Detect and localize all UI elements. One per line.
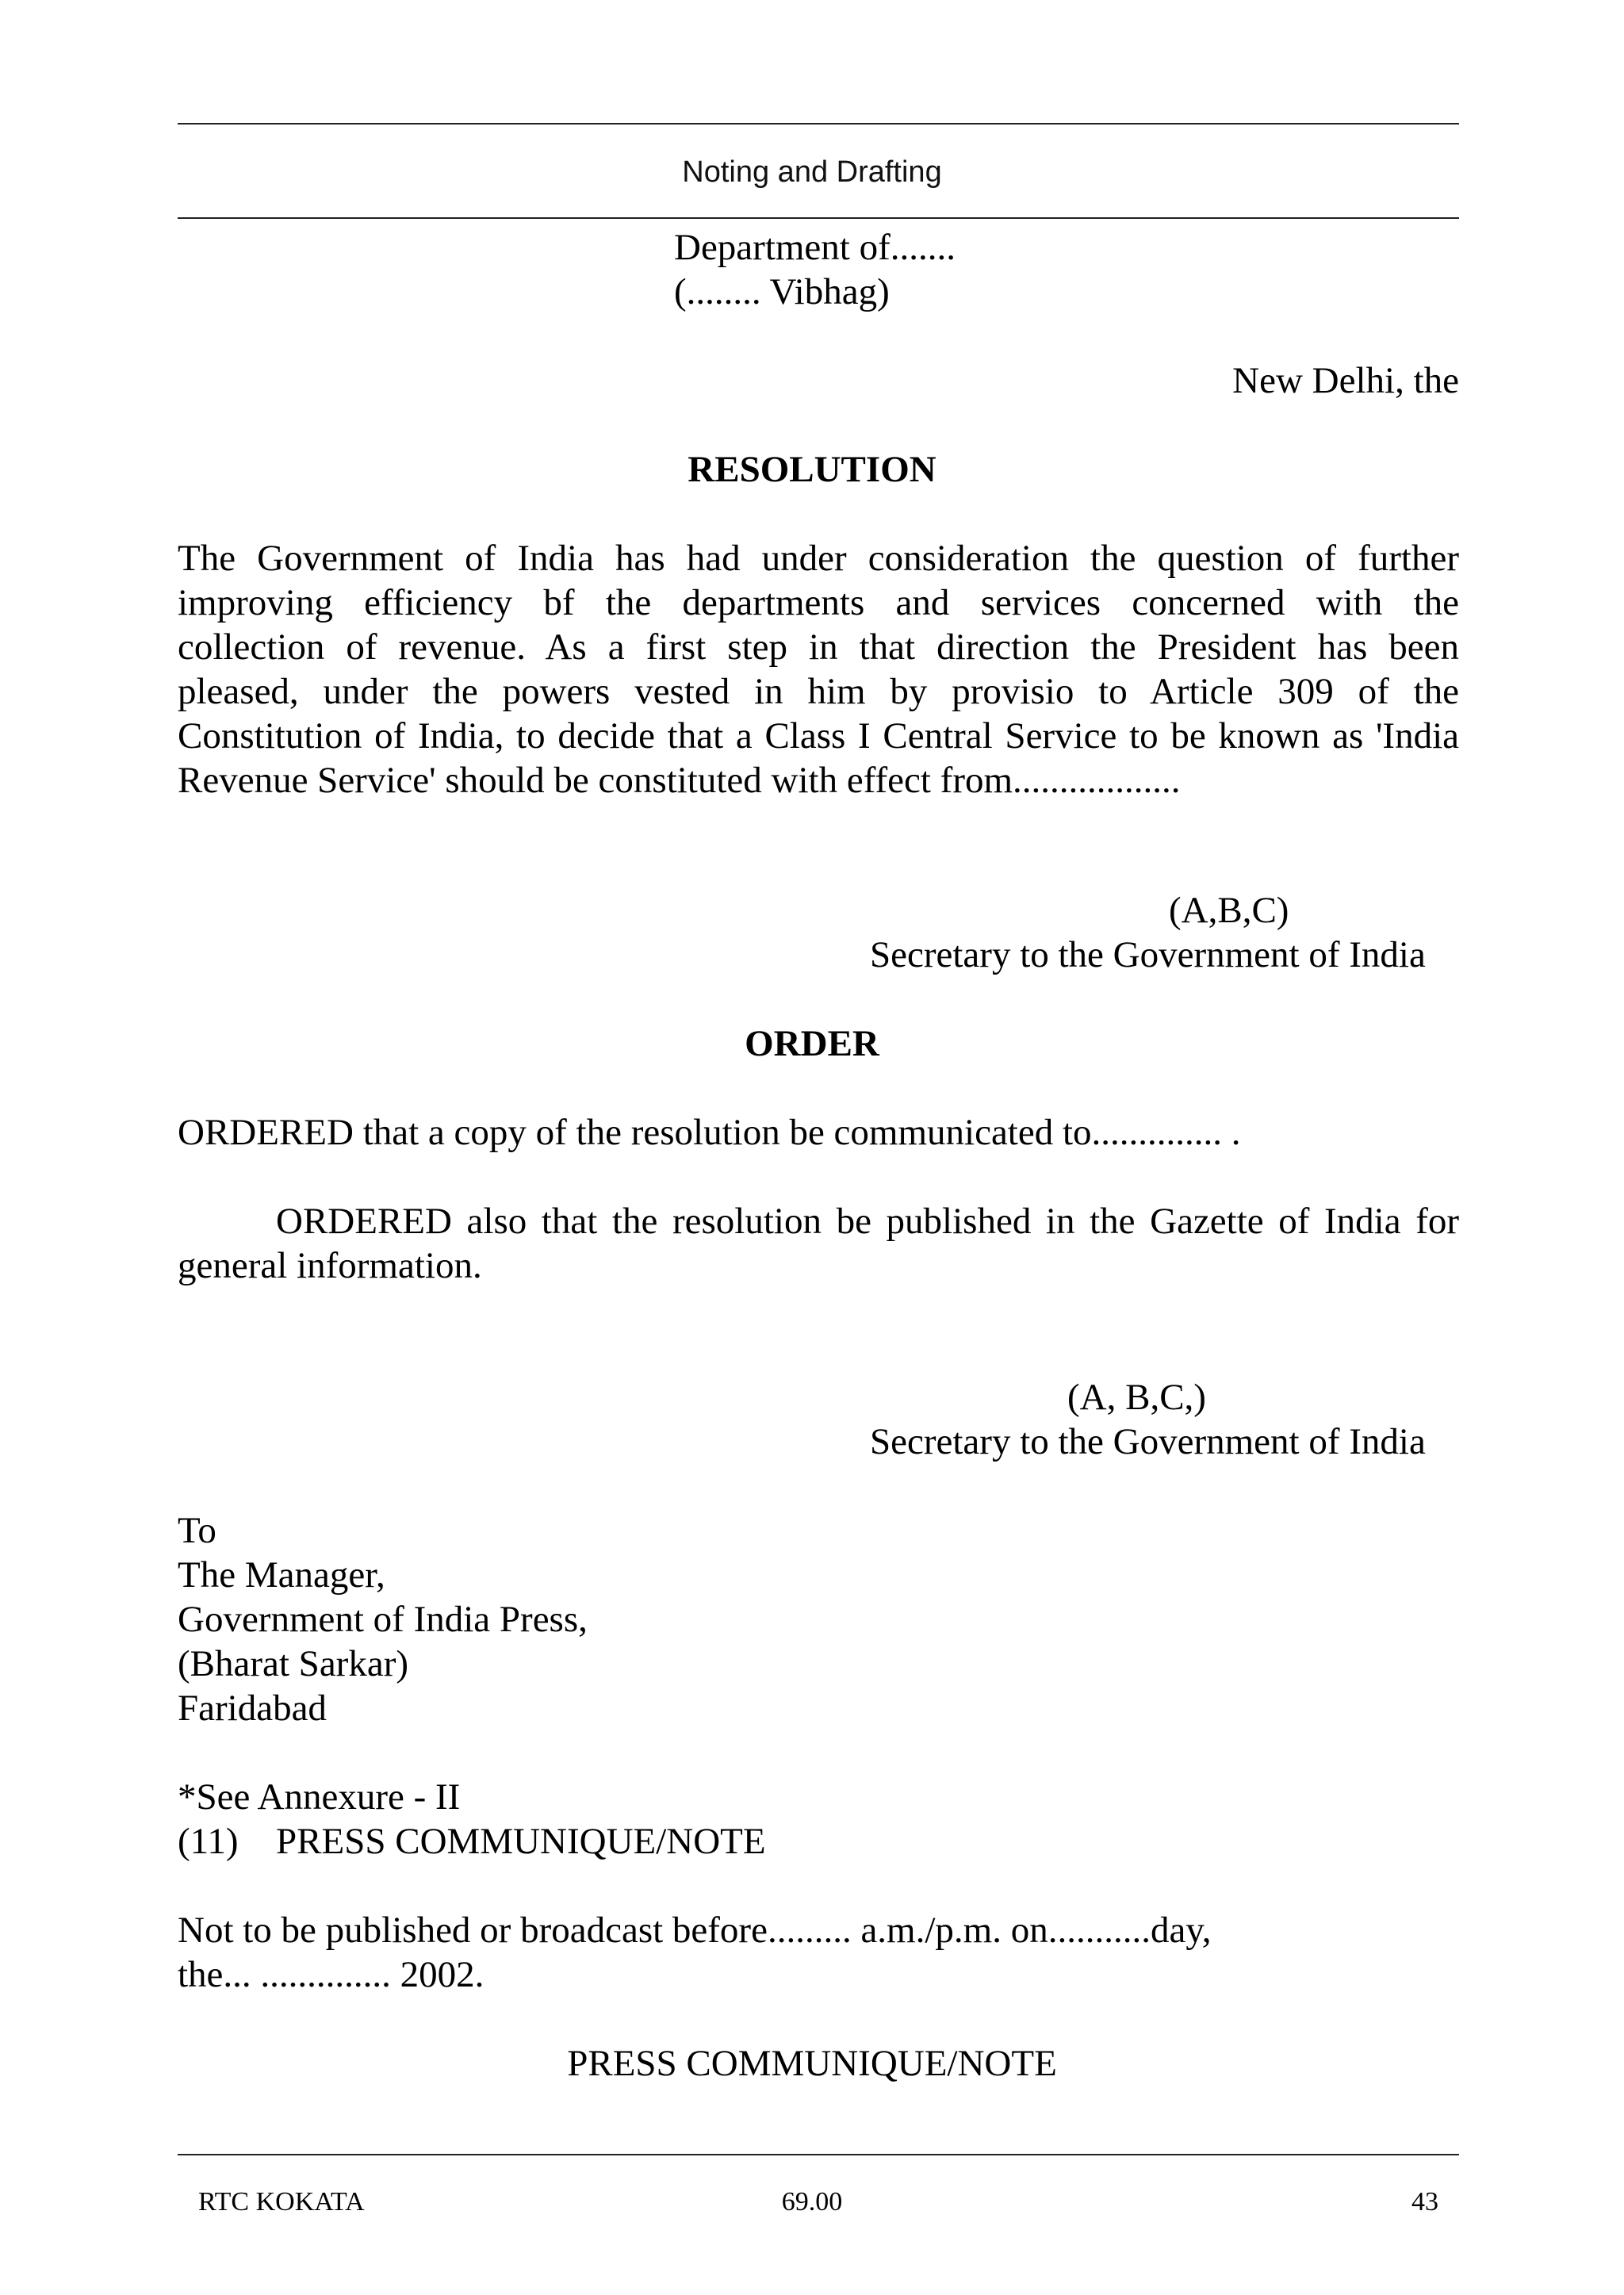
embargo-line-2: the... .............. 2002. [178,1954,485,1995]
address-line: Government of India Press, [178,1599,588,1640]
order-para-2 [178,1199,1459,1288]
running-header: Noting and Drafting [682,155,942,189]
resolution-line: The Government of India has had under consideration the question of further [178,538,1459,579]
address-to: To [178,1510,216,1551]
address-line: Faridabad [178,1688,327,1729]
header-bottom-rule [178,217,1459,219]
footer-left: RTC KOKATA [198,2187,365,2216]
resolution-signatory-title: Secretary to the Government of India [870,934,1426,975]
order-heading: ORDER [745,1023,879,1064]
footer-page-number: 43 [1411,2187,1438,2216]
resolution-line: collection of revenue. As a first step in that direction the President has been [178,626,1459,668]
resolution-heading: RESOLUTION [688,449,936,490]
order-signatory-name: (A, B,C,) [1067,1377,1206,1418]
embargo-line-1: Not to be published or broadcast before......... a.m./p.m. on...........day, [178,1910,1212,1951]
resolution-line: improving efficiency bf the departments and services concerned with the [178,582,1459,623]
order-signatory-title: Secretary to the Government of India [870,1421,1426,1462]
header-top-rule [178,123,1459,125]
order-line-1: ORDERED that a copy of the resolution be communicated to.............. . [178,1112,1241,1153]
department-line: Department of....... [674,227,956,268]
footer-center: 69.00 [781,2187,843,2216]
resolution-line: Constitution of India, to decide that a Class I Central Service to be known as 'India [178,715,1459,757]
resolution-line: Revenue Service' should be constituted with effect from.................. [178,760,1181,801]
resolution-body [178,536,1459,803]
address-line: The Manager, [178,1554,385,1596]
address-line: (Bharat Sarkar) [178,1643,408,1684]
closing-heading: PRESS COMMUNIQUE/NOTE [567,2043,1057,2084]
vibhag-line: (........ Vibhag) [674,271,890,312]
place-date: New Delhi, the [1232,360,1459,401]
resolution-signatory-name: (A,B,C) [1169,890,1289,931]
section-title: PRESS COMMUNIQUE/NOTE [276,1821,766,1862]
order-para-line: ORDERED also that the resolution be published in the Gazette of India for [276,1201,1459,1242]
annexure-note: *See Annexure - II [178,1776,461,1818]
footer-rule [178,2154,1459,2155]
section-number: (11) [178,1821,239,1862]
order-para-line: general information. [178,1245,482,1286]
resolution-line: pleased, under the powers vested in him by provisio to Article 309 of the [178,671,1459,712]
